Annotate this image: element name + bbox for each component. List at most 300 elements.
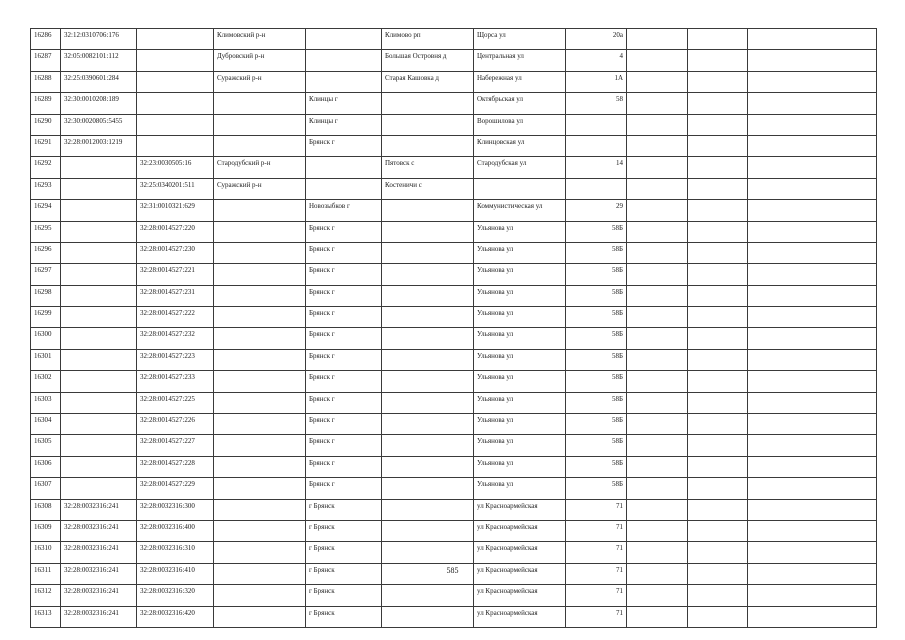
cell-city: Брянск г [306,328,382,349]
cell-city: Брянск г [306,414,382,435]
cell-object-number: 32:28:0014527:227 [137,435,214,456]
cell-extra-2 [688,456,748,477]
cell-extra-2 [688,478,748,499]
cell-parcel-number: 32:28:0032316:241 [61,585,137,606]
cell-house: 58Б [566,371,627,392]
cell-extra-3 [748,242,877,263]
cell-street: Ульянова ул [474,221,566,242]
cell-object-number: 32:28:0032316:300 [137,499,214,520]
table-row [31,242,877,263]
cell-street: Ульянова ул [474,328,566,349]
cell-house: 58Б [566,328,627,349]
table-row [31,585,877,606]
cell-district [214,264,306,285]
cell-extra-1 [627,29,688,50]
cell-house: 58Б [566,307,627,328]
cell-city: г Брянск [306,499,382,520]
cell-house: 71 [566,606,627,627]
cell-settlement [382,221,474,242]
cell-settlement [382,456,474,477]
cell-object-number: 32:28:0014527:223 [137,349,214,370]
cell-object-number: 32:28:0014527:229 [137,478,214,499]
cell-parcel-number: 32:28:0032316:241 [61,563,137,584]
cell-extra-1 [627,114,688,135]
cell-district [214,542,306,563]
cell-object-number: 32:28:0014527:228 [137,456,214,477]
cell-extra-2 [688,29,748,50]
cell-district [214,349,306,370]
cell-extra-2 [688,542,748,563]
cell-extra-3 [748,435,877,456]
cell-parcel-number: 32:05:0082101:112 [61,50,137,71]
cell-city: Брянск г [306,135,382,156]
cell-street: Коммунистическая ул [474,200,566,221]
cell-parcel-number [61,242,137,263]
cell-extra-2 [688,157,748,178]
cell-district [214,371,306,392]
cell-extra-2 [688,307,748,328]
cell-street: Ульянова ул [474,478,566,499]
cell-settlement [382,414,474,435]
cell-district [214,606,306,627]
cell-parcel-number [61,157,137,178]
cell-settlement [382,392,474,413]
table-body [31,29,877,628]
cell-settlement [382,135,474,156]
cell-object-number [137,50,214,71]
cell-district [214,499,306,520]
cell-extra-2 [688,71,748,92]
cell-extra-3 [748,371,877,392]
cell-extra-2 [688,285,748,306]
cell-extra-2 [688,606,748,627]
cell-house: 29 [566,200,627,221]
cell-street: Ульянова ул [474,264,566,285]
cell-extra-1 [627,50,688,71]
cell-object-number: 32:23:0030505:16 [137,157,214,178]
cell-row-number: 16313 [31,606,61,627]
cell-parcel-number [61,478,137,499]
table-row [31,414,877,435]
cell-settlement [382,285,474,306]
cell-extra-2 [688,200,748,221]
table-row [31,435,877,456]
cell-object-number: 32:28:0014527:233 [137,371,214,392]
cell-district [214,307,306,328]
cell-extra-3 [748,157,877,178]
cell-extra-3 [748,520,877,541]
cell-settlement: Большая Островня д [382,50,474,71]
cell-street: Ульянова ул [474,456,566,477]
cell-settlement [382,371,474,392]
table-row [31,392,877,413]
cell-street: Ульянова ул [474,307,566,328]
cell-object-number [137,71,214,92]
cell-extra-1 [627,435,688,456]
cell-extra-2 [688,93,748,114]
cell-extra-2 [688,50,748,71]
cell-house: 71 [566,520,627,541]
table-row [31,606,877,627]
cell-object-number: 32:28:0032316:310 [137,542,214,563]
cell-extra-2 [688,114,748,135]
table-row [31,200,877,221]
cell-house: 58Б [566,349,627,370]
cell-settlement: Пятовск с [382,157,474,178]
cell-district [214,114,306,135]
cell-extra-3 [748,135,877,156]
table-row [31,520,877,541]
table-row [31,542,877,563]
cell-extra-2 [688,328,748,349]
cell-city [306,157,382,178]
cell-row-number: 16299 [31,307,61,328]
cell-city: г Брянск [306,542,382,563]
cell-object-number: 32:28:0032316:400 [137,520,214,541]
cell-extra-1 [627,456,688,477]
cell-extra-3 [748,392,877,413]
cell-object-number: 32:28:0014527:230 [137,242,214,263]
cell-settlement [382,499,474,520]
cell-extra-1 [627,585,688,606]
cell-extra-2 [688,585,748,606]
cell-street: ул Красноармейская [474,520,566,541]
cell-city: г Брянск [306,563,382,584]
cell-extra-3 [748,221,877,242]
cell-house: 58Б [566,242,627,263]
cell-object-number [137,29,214,50]
cell-city: Брянск г [306,456,382,477]
cell-row-number: 16290 [31,114,61,135]
cell-settlement [382,200,474,221]
cell-row-number: 16308 [31,499,61,520]
cell-extra-3 [748,29,877,50]
cell-row-number: 16287 [31,50,61,71]
cell-extra-2 [688,349,748,370]
cell-extra-2 [688,242,748,263]
cell-row-number: 16289 [31,93,61,114]
cell-extra-1 [627,135,688,156]
cell-district [214,414,306,435]
cell-parcel-number [61,178,137,199]
cell-house: 58Б [566,435,627,456]
cell-parcel-number: 32:30:0020805:5455 [61,114,137,135]
cell-extra-2 [688,135,748,156]
cell-extra-2 [688,392,748,413]
cell-settlement [382,114,474,135]
cell-house: 14 [566,157,627,178]
cell-parcel-number [61,307,137,328]
cell-row-number: 16301 [31,349,61,370]
cell-extra-1 [627,328,688,349]
cell-street: Ульянова ул [474,371,566,392]
cell-city: Брянск г [306,264,382,285]
cell-object-number [137,135,214,156]
cell-city: Брянск г [306,435,382,456]
cell-street: ул Красноармейская [474,499,566,520]
cell-extra-2 [688,221,748,242]
cell-row-number: 16293 [31,178,61,199]
table-row [31,264,877,285]
cell-object-number: 32:28:0014527:231 [137,285,214,306]
table-row [31,135,877,156]
cell-house: 58Б [566,478,627,499]
cell-district [214,392,306,413]
cell-street: Центральная ул [474,50,566,71]
cell-district: Климовский р-н [214,29,306,50]
cell-city [306,71,382,92]
cell-street: Ульянова ул [474,414,566,435]
cell-parcel-number: 32:30:0010208:189 [61,93,137,114]
cell-parcel-number: 32:28:0032316:241 [61,606,137,627]
cell-house: 58 [566,93,627,114]
cell-row-number: 16297 [31,264,61,285]
cell-settlement [382,585,474,606]
cell-extra-3 [748,542,877,563]
cell-row-number: 16312 [31,585,61,606]
cell-house: 58Б [566,414,627,435]
table-row [31,71,877,92]
cell-extra-1 [627,499,688,520]
cell-city: Брянск г [306,371,382,392]
cell-street: Клинцовская ул [474,135,566,156]
cell-extra-1 [627,71,688,92]
cell-city: Брянск г [306,349,382,370]
table-row [31,478,877,499]
cell-row-number: 16309 [31,520,61,541]
cell-district [214,93,306,114]
cell-settlement: Костеничи с [382,178,474,199]
cell-city: Брянск г [306,285,382,306]
cell-city [306,50,382,71]
cell-object-number: 32:28:0032316:320 [137,585,214,606]
cell-city: Брянск г [306,478,382,499]
cell-city [306,29,382,50]
cell-settlement [382,264,474,285]
cell-house [566,178,627,199]
cell-row-number: 16291 [31,135,61,156]
cell-extra-3 [748,264,877,285]
cell-object-number: 32:28:0014527:232 [137,328,214,349]
cell-extra-3 [748,114,877,135]
cell-city: Брянск г [306,221,382,242]
cell-district [214,135,306,156]
cell-object-number [137,114,214,135]
cell-parcel-number [61,414,137,435]
cell-extra-1 [627,606,688,627]
cell-extra-1 [627,542,688,563]
cell-object-number: 32:28:0014527:225 [137,392,214,413]
cell-city: Брянск г [306,242,382,263]
cell-extra-3 [748,328,877,349]
cell-parcel-number: 32:25:0390601:284 [61,71,137,92]
cell-district [214,585,306,606]
cell-extra-1 [627,371,688,392]
cell-district [214,435,306,456]
cell-house: 1А [566,71,627,92]
cell-row-number: 16286 [31,29,61,50]
table-row [31,499,877,520]
cell-district: Дубровский р-н [214,50,306,71]
cell-row-number: 16292 [31,157,61,178]
cell-settlement: Климово рп [382,29,474,50]
cell-city: Новозыбков г [306,200,382,221]
cell-district [214,200,306,221]
cell-settlement [382,478,474,499]
cell-extra-2 [688,499,748,520]
cell-city: Брянск г [306,307,382,328]
cell-house: 58Б [566,264,627,285]
cell-district: Стародубский р-н [214,157,306,178]
table-row [31,221,877,242]
cell-extra-3 [748,349,877,370]
cell-house: 71 [566,585,627,606]
cell-parcel-number [61,328,137,349]
cell-extra-2 [688,178,748,199]
table-row [31,456,877,477]
cell-object-number [137,93,214,114]
cell-street: Ворошилова ул [474,114,566,135]
cell-row-number: 16306 [31,456,61,477]
cell-parcel-number [61,456,137,477]
cell-extra-3 [748,200,877,221]
cell-extra-2 [688,520,748,541]
cell-extra-2 [688,435,748,456]
cell-parcel-number [61,221,137,242]
cell-street: Ульянова ул [474,392,566,413]
cell-city: Клинцы г [306,114,382,135]
cell-extra-3 [748,93,877,114]
cell-street: Ульянова ул [474,349,566,370]
cell-object-number: 32:28:0014527:222 [137,307,214,328]
cell-house: 58Б [566,392,627,413]
table-row [31,114,877,135]
cell-settlement [382,542,474,563]
cell-street: Октябрьская ул [474,93,566,114]
cell-district [214,285,306,306]
table-row [31,50,877,71]
cell-house: 58Б [566,285,627,306]
cell-district: Суражский р-н [214,71,306,92]
cell-parcel-number [61,349,137,370]
cell-city: Брянск г [306,392,382,413]
table-row [31,371,877,392]
cell-settlement [382,242,474,263]
cell-extra-1 [627,93,688,114]
table-row [31,307,877,328]
cell-extra-1 [627,242,688,263]
cell-extra-2 [688,264,748,285]
cell-extra-3 [748,414,877,435]
cell-parcel-number: 32:12:0310706:176 [61,29,137,50]
cell-object-number: 32:28:0014527:220 [137,221,214,242]
cell-house: 20а [566,29,627,50]
cell-extra-1 [627,221,688,242]
cell-extra-3 [748,478,877,499]
cell-extra-3 [748,606,877,627]
cell-district [214,520,306,541]
cell-settlement [382,307,474,328]
cell-row-number: 16300 [31,328,61,349]
cell-city [306,178,382,199]
cell-row-number: 16305 [31,435,61,456]
cell-object-number: 32:28:0032316:410 [137,563,214,584]
cell-street: ул Красноармейская [474,585,566,606]
cell-row-number: 16303 [31,392,61,413]
table-row [31,328,877,349]
cell-settlement [382,93,474,114]
cell-row-number: 16307 [31,478,61,499]
cell-extra-1 [627,414,688,435]
cell-row-number: 16304 [31,414,61,435]
cell-extra-1 [627,349,688,370]
cell-row-number: 16295 [31,221,61,242]
cell-extra-3 [748,71,877,92]
table-row [31,285,877,306]
cell-row-number: 16296 [31,242,61,263]
table-row [31,29,877,50]
cell-extra-1 [627,307,688,328]
cell-parcel-number [61,371,137,392]
cell-street: Набережная ул [474,71,566,92]
cell-parcel-number: 32:28:0032316:241 [61,520,137,541]
cell-row-number: 16288 [31,71,61,92]
cell-house: 58Б [566,456,627,477]
cell-extra-1 [627,520,688,541]
cell-house [566,135,627,156]
table-row [31,93,877,114]
cell-parcel-number: 32:28:0012003:1219 [61,135,137,156]
cell-object-number: 32:28:0014527:226 [137,414,214,435]
cell-district [214,242,306,263]
cell-extra-2 [688,371,748,392]
cell-street: ул Красноармейская [474,606,566,627]
cell-extra-1 [627,392,688,413]
cell-extra-3 [748,50,877,71]
cell-district [214,478,306,499]
cell-row-number: 16298 [31,285,61,306]
cell-street: Ульянова ул [474,435,566,456]
cell-street [474,178,566,199]
cell-settlement [382,328,474,349]
cell-street: Стародубская ул [474,157,566,178]
cell-house: 71 [566,563,627,584]
cell-row-number: 16294 [31,200,61,221]
cell-house: 71 [566,542,627,563]
page-number: 585 [446,566,459,575]
cell-street: Щорса ул [474,29,566,50]
cell-extra-1 [627,478,688,499]
cell-extra-3 [748,499,877,520]
cell-object-number: 32:28:0014527:221 [137,264,214,285]
cell-district [214,221,306,242]
cell-parcel-number [61,435,137,456]
cell-row-number: 16310 [31,542,61,563]
cell-extra-3 [748,285,877,306]
cell-settlement [382,606,474,627]
cell-row-number: 16302 [31,371,61,392]
cell-city: Клинцы г [306,93,382,114]
cell-extra-1 [627,200,688,221]
cell-extra-1 [627,178,688,199]
cell-city: г Брянск [306,520,382,541]
cell-object-number: 32:28:0032316:420 [137,606,214,627]
cell-parcel-number [61,392,137,413]
cell-house: 71 [566,499,627,520]
cell-parcel-number [61,285,137,306]
cell-district [214,456,306,477]
cell-district [214,328,306,349]
